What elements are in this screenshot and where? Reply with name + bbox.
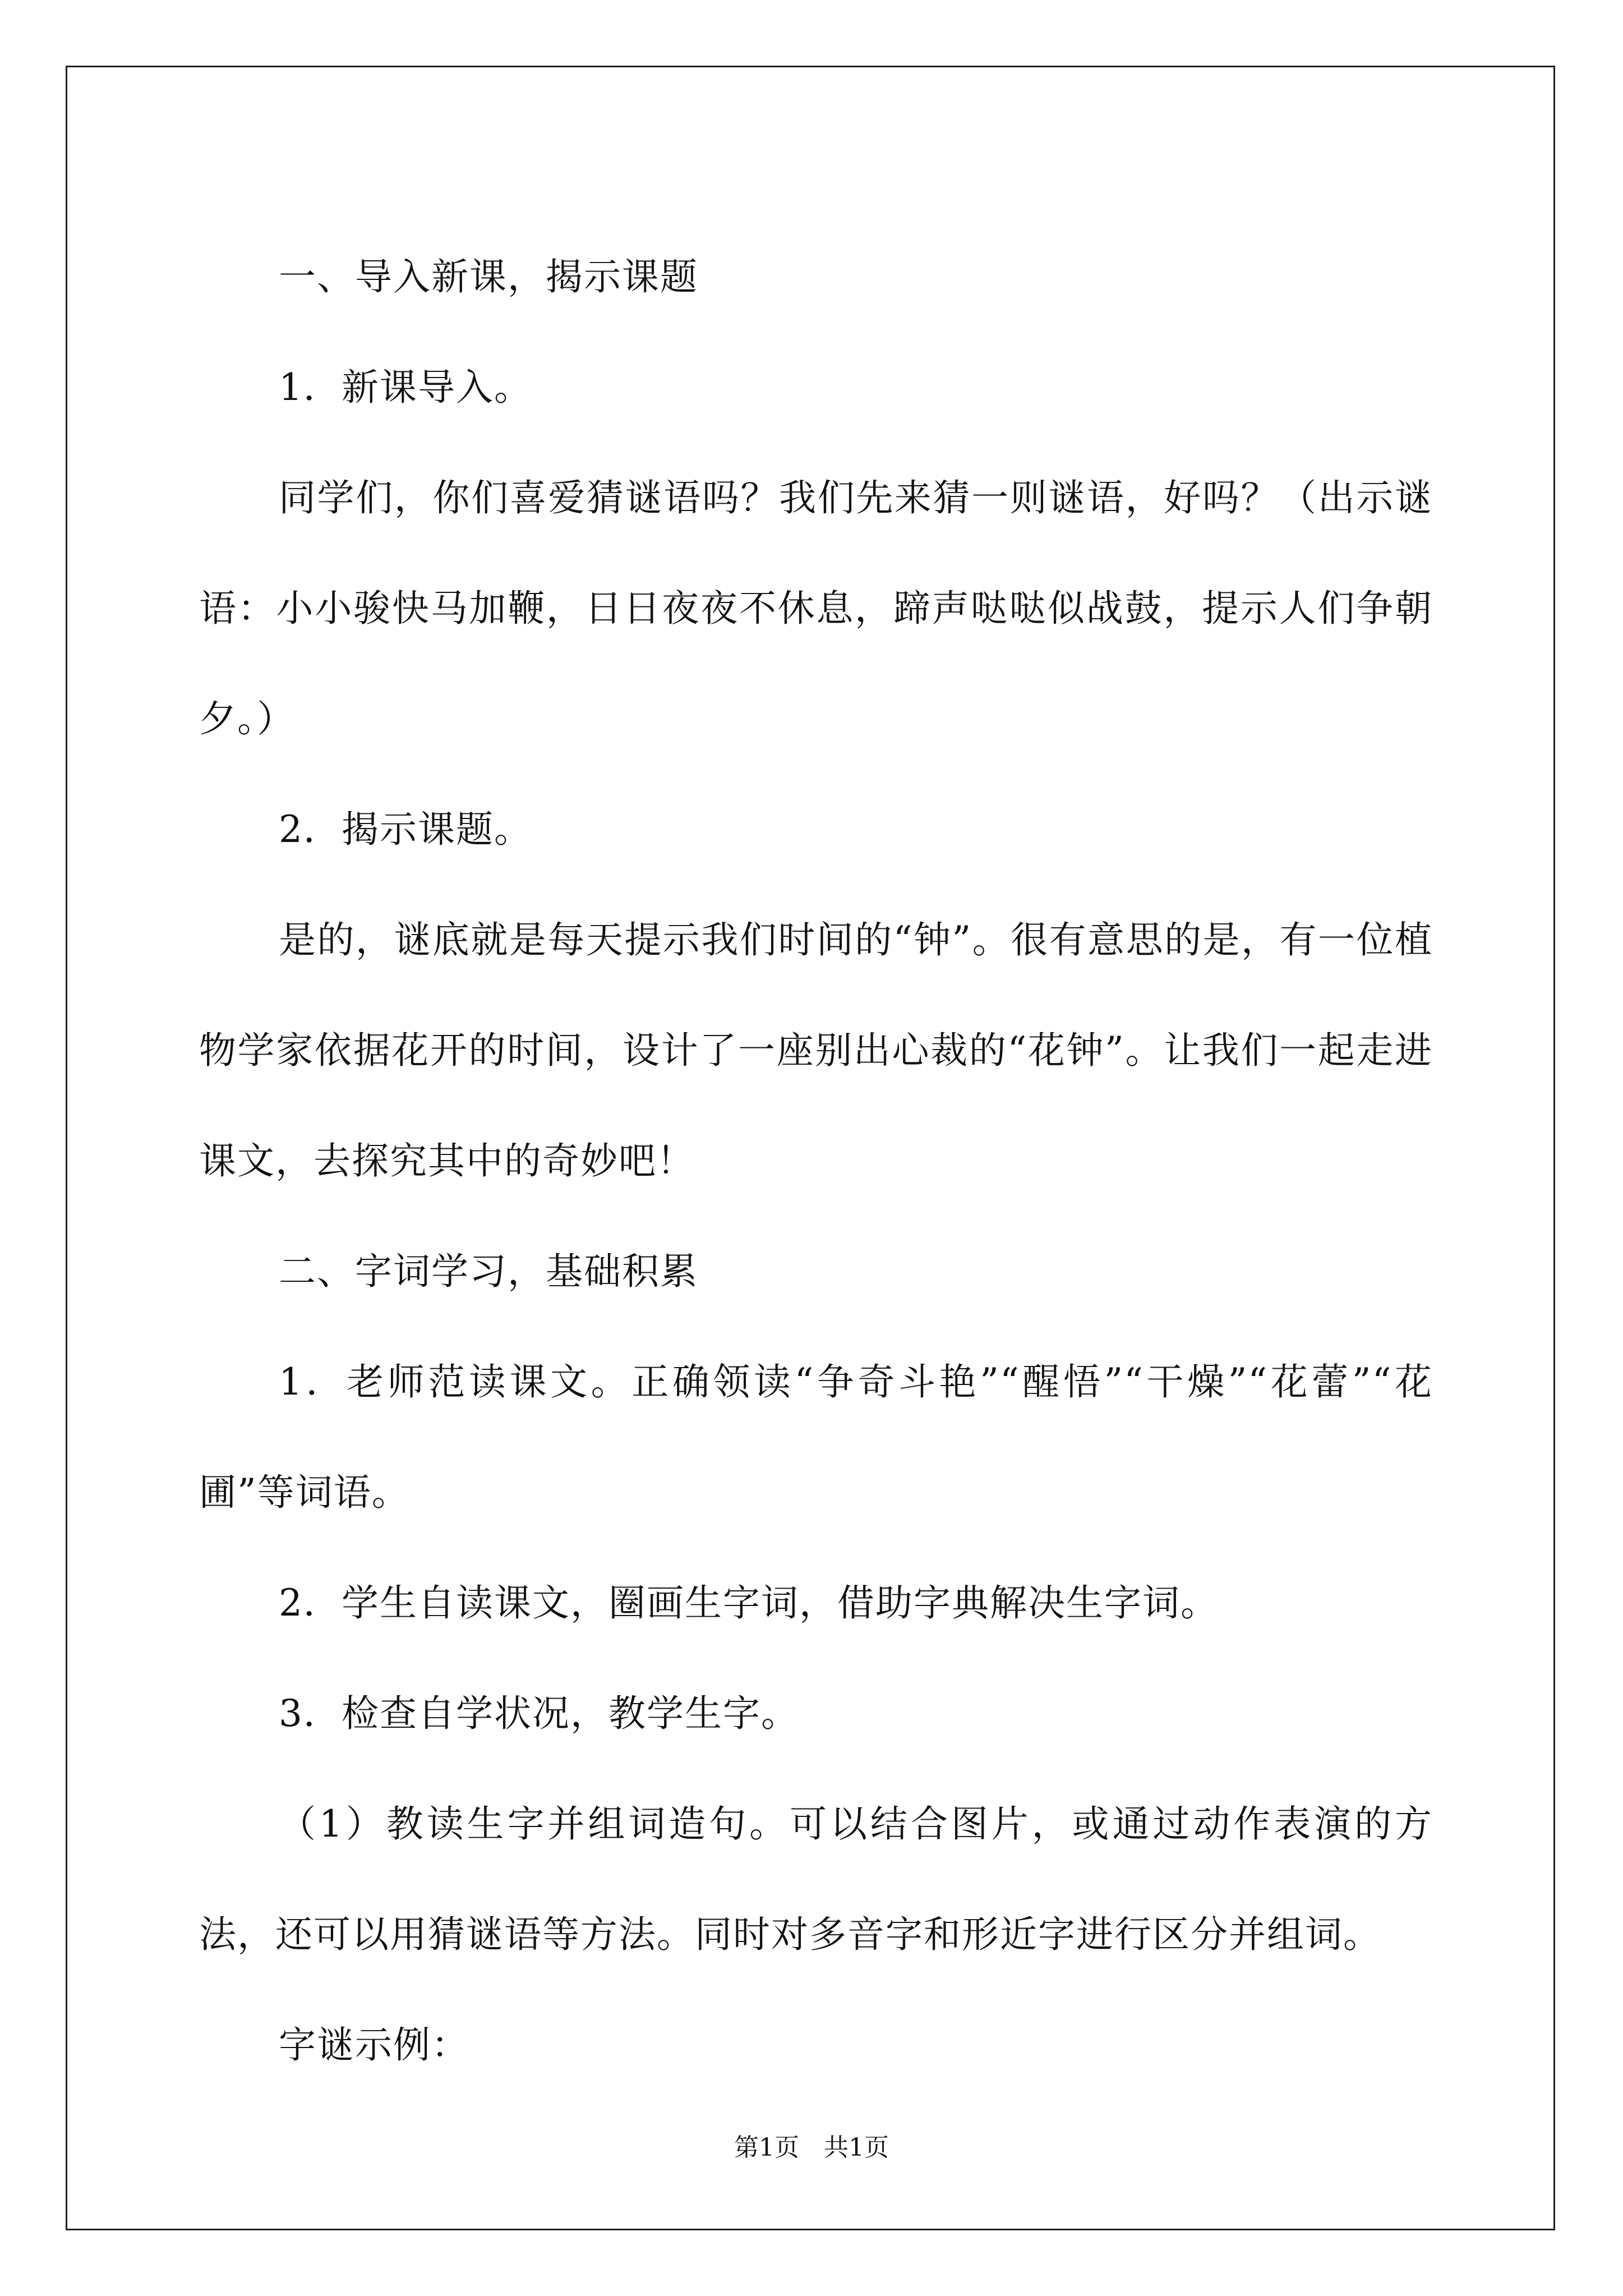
clock-explanation-paragraph: 是的，谜底就是每天提示我们时间的“钟”。很有意思的是，有一位植物学家依据花开的时间，设计了一座别出心裁的“花钟”。让我们一起走进课文，去探究其中的奇妙吧！ [199, 918, 1433, 1182]
riddle-examples-label: 字谜示例： [279, 2023, 469, 2067]
step-new-lesson-intro: 1．新课导入。 [279, 366, 532, 409]
teaching-method-paragraph: （1）教读生字并组词造句。可以结合图片，或通过动作表演的方法，还可以用猜谜语等方法。同时对多音字和形近字进行区分并组词。 [199, 1802, 1433, 1956]
step-check-learning: 3．检查自学状况，教学生字。 [279, 1692, 799, 1735]
section-heading-1: 一、导入新课，揭示课题 [279, 255, 698, 298]
step-self-reading: 2．学生自读课文，圈画生字词，借助字典解决生字词。 [279, 1581, 1219, 1625]
step-reveal-title: 2．揭示课题。 [279, 808, 532, 851]
step-teacher-reading: 1．老师范读课文。正确领读“争奇斗艳”“醒悟”“干燥”“花蕾”“花圃”等词语。 [199, 1360, 1433, 1514]
document-body [199, 222, 1433, 2100]
page-number-footer: 第1页 共1页 [734, 2133, 889, 2162]
section-heading-2: 二、字词学习，基础积累 [279, 1250, 698, 1293]
riddle-paragraph: 同学们，你们喜爱猜谜语吗？我们先来猜一则谜语，好吗？（出示谜语：小小骏快马加鞭，日日夜夜不休息，蹄声哒哒似战鼓，提示人们争朝夕。） [199, 476, 1433, 740]
